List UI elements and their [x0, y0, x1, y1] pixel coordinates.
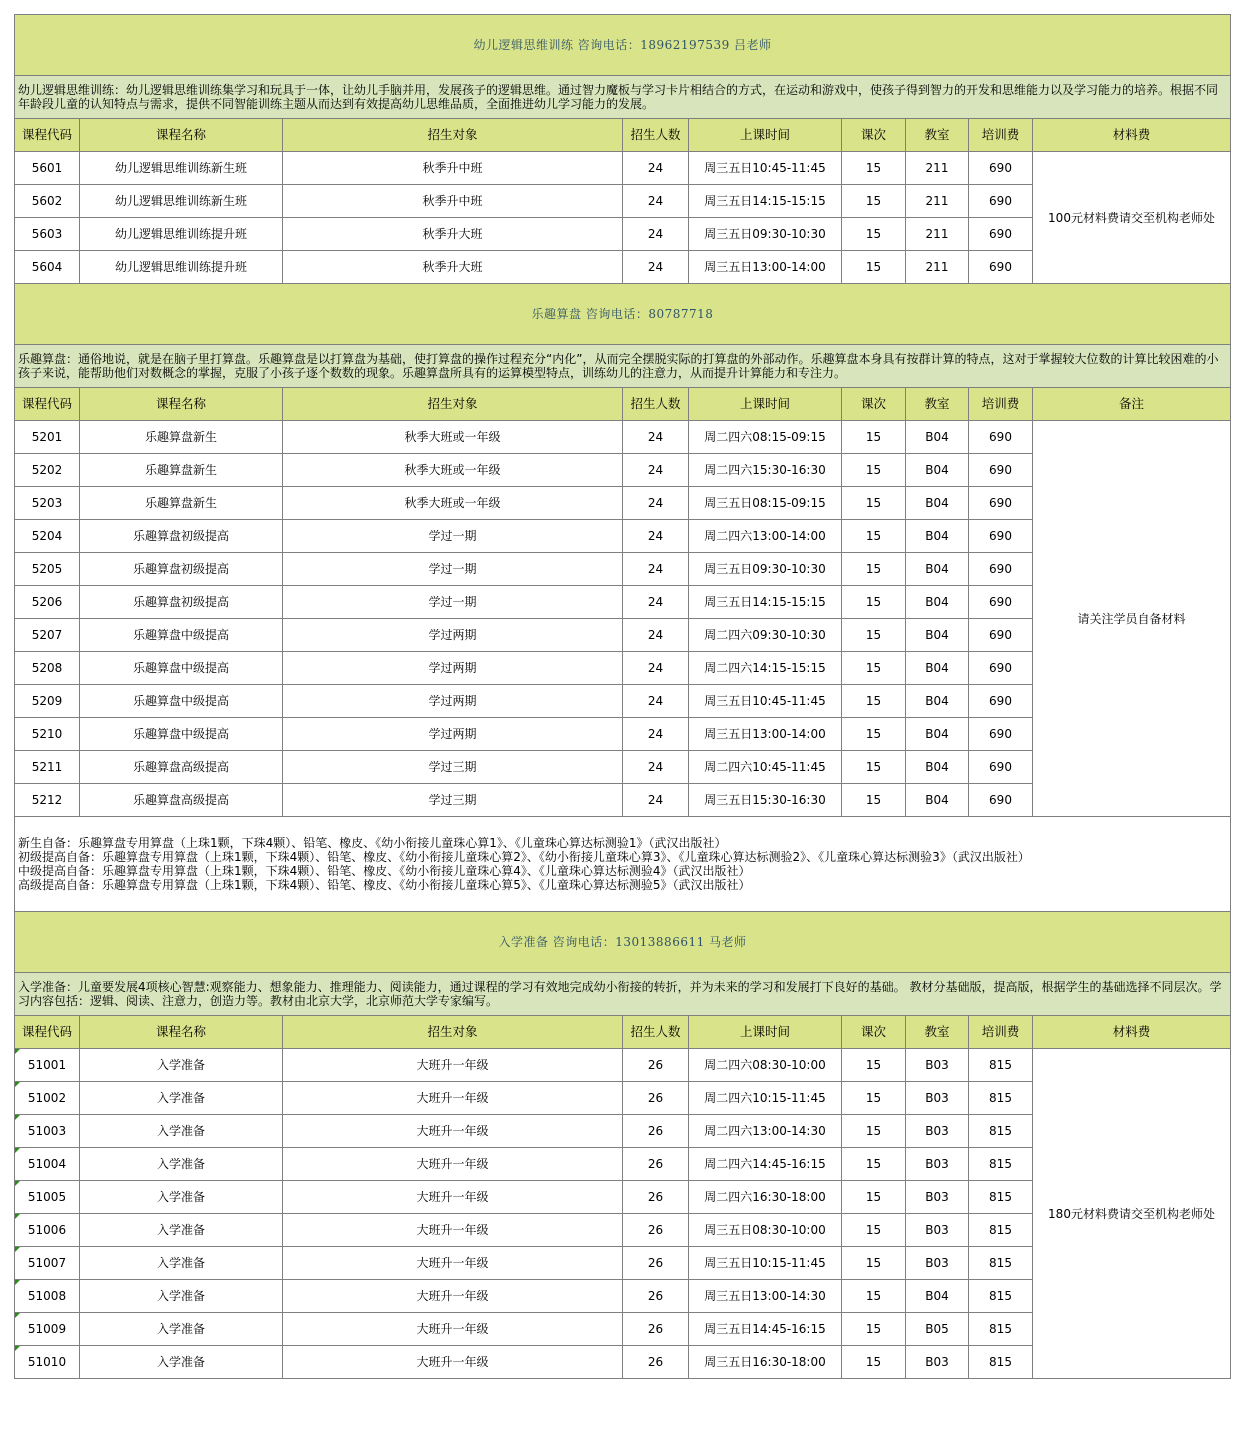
cell-remark[interactable]: 180元材料费请交至机构老师处 — [1033, 1049, 1231, 1379]
cell-capacity[interactable]: 24 — [623, 454, 689, 487]
cell-target[interactable]: 大班升一年级 — [283, 1082, 623, 1115]
cell-remark[interactable]: 请关注学员自备材料 — [1033, 421, 1231, 817]
cell-target[interactable]: 秋季大班或一年级 — [283, 454, 623, 487]
table-row — [15, 421, 1231, 454]
cell-room[interactable]: B04 — [906, 619, 969, 652]
materials-notes[interactable] — [15, 817, 1231, 912]
cell-room[interactable]: B04 — [906, 652, 969, 685]
cell-capacity[interactable]: 24 — [623, 553, 689, 586]
error-indicator-icon — [15, 1313, 20, 1318]
column-header[interactable]: 课程名称 — [80, 1016, 283, 1049]
cell-name[interactable]: 幼儿逻辑思维训练提升班 — [80, 218, 283, 251]
column-header[interactable]: 招生人数 — [623, 119, 689, 152]
cell-capacity[interactable]: 24 — [623, 586, 689, 619]
cell-fee[interactable]: 815 — [969, 1280, 1033, 1313]
cell-room[interactable]: B04 — [906, 718, 969, 751]
column-header[interactable]: 课程代码 — [15, 119, 80, 152]
cell-target[interactable]: 学过三期 — [283, 784, 623, 817]
cell-time[interactable]: 周三五日10:15-11:45 — [689, 1247, 842, 1280]
error-indicator-icon — [15, 1148, 20, 1153]
cell-capacity[interactable]: 26 — [623, 1247, 689, 1280]
cell-code[interactable]: 51003 — [15, 1115, 80, 1148]
cell-target[interactable]: 大班升一年级 — [283, 1346, 623, 1379]
cell-fee[interactable]: 815 — [969, 1082, 1033, 1115]
section-title[interactable]: 幼儿逻辑思维训练 咨询电话：18962197539 吕老师 — [15, 15, 1231, 76]
cell-fee[interactable]: 690 — [969, 520, 1033, 553]
cell-code[interactable]: 5212 — [15, 784, 80, 817]
cell-name[interactable]: 入学准备 — [80, 1346, 283, 1379]
column-header[interactable]: 课次 — [842, 388, 906, 421]
cell-room[interactable]: B04 — [906, 454, 969, 487]
cell-time[interactable]: 周三五日08:30-10:00 — [689, 1214, 842, 1247]
cell-capacity[interactable]: 26 — [623, 1082, 689, 1115]
cell-sessions[interactable]: 15 — [842, 784, 906, 817]
cell-sessions[interactable]: 15 — [842, 251, 906, 284]
cell-time[interactable]: 周三五日13:00-14:00 — [689, 718, 842, 751]
cell-name[interactable]: 乐趣算盘高级提高 — [80, 784, 283, 817]
cell-fee[interactable]: 815 — [969, 1049, 1033, 1082]
cell-name[interactable]: 入学准备 — [80, 1115, 283, 1148]
cell-capacity[interactable]: 24 — [623, 487, 689, 520]
cell-capacity[interactable]: 26 — [623, 1115, 689, 1148]
cell-room[interactable]: B04 — [906, 421, 969, 454]
cell-sessions[interactable]: 15 — [842, 1214, 906, 1247]
cell-code[interactable]: 51002 — [15, 1082, 80, 1115]
column-header[interactable]: 招生人数 — [623, 1016, 689, 1049]
cell-room[interactable]: B04 — [906, 586, 969, 619]
cell-target[interactable]: 大班升一年级 — [283, 1115, 623, 1148]
cell-fee[interactable]: 690 — [969, 751, 1033, 784]
cell-time[interactable]: 周二四六10:15-11:45 — [689, 1082, 842, 1115]
cell-fee[interactable]: 815 — [969, 1214, 1033, 1247]
cell-capacity[interactable]: 26 — [623, 1280, 689, 1313]
cell-name[interactable]: 乐趣算盘中级提高 — [80, 652, 283, 685]
cell-room[interactable]: B04 — [906, 685, 969, 718]
cell-room[interactable]: B03 — [906, 1082, 969, 1115]
cell-sessions[interactable]: 15 — [842, 1148, 906, 1181]
cell-target[interactable]: 秋季大班或一年级 — [283, 421, 623, 454]
cell-code[interactable]: 5206 — [15, 586, 80, 619]
cell-code[interactable]: 5209 — [15, 685, 80, 718]
cell-room[interactable]: 211 — [906, 152, 969, 185]
cell-target[interactable]: 大班升一年级 — [283, 1181, 623, 1214]
cell-capacity[interactable]: 24 — [623, 421, 689, 454]
cell-time[interactable]: 周二四六13:00-14:30 — [689, 1115, 842, 1148]
cell-sessions[interactable]: 15 — [842, 1247, 906, 1280]
cell-time[interactable]: 周二四六16:30-18:00 — [689, 1181, 842, 1214]
cell-capacity[interactable]: 26 — [623, 1049, 689, 1082]
cell-sessions[interactable]: 15 — [842, 652, 906, 685]
column-header[interactable]: 课程名称 — [80, 388, 283, 421]
cell-fee[interactable]: 815 — [969, 1115, 1033, 1148]
cell-room[interactable]: B04 — [906, 553, 969, 586]
cell-name[interactable]: 幼儿逻辑思维训练提升班 — [80, 251, 283, 284]
cell-name[interactable]: 入学准备 — [80, 1313, 283, 1346]
cell-room[interactable]: 211 — [906, 185, 969, 218]
cell-time[interactable]: 周三五日16:30-18:00 — [689, 1346, 842, 1379]
cell-target[interactable]: 学过一期 — [283, 586, 623, 619]
cell-target[interactable]: 学过两期 — [283, 619, 623, 652]
cell-time[interactable]: 周二四六14:45-16:15 — [689, 1148, 842, 1181]
cell-sessions[interactable]: 15 — [842, 1115, 906, 1148]
cell-code[interactable]: 5208 — [15, 652, 80, 685]
cell-fee[interactable]: 690 — [969, 718, 1033, 751]
cell-code[interactable]: 5204 — [15, 520, 80, 553]
cell-sessions[interactable]: 15 — [842, 454, 906, 487]
cell-sessions[interactable]: 15 — [842, 619, 906, 652]
cell-target[interactable]: 学过两期 — [283, 652, 623, 685]
column-header[interactable]: 上课时间 — [689, 1016, 842, 1049]
cell-code[interactable]: 5203 — [15, 487, 80, 520]
column-header[interactable]: 材料费 — [1033, 1016, 1231, 1049]
cell-code[interactable]: 5602 — [15, 185, 80, 218]
cell-name[interactable]: 入学准备 — [80, 1280, 283, 1313]
cell-sessions[interactable]: 15 — [842, 1346, 906, 1379]
cell-fee[interactable]: 690 — [969, 454, 1033, 487]
materials-note-line: 高级提高自备：乐趣算盘专用算盘（上珠1颗，下珠4颗）、铅笔、橡皮、《幼小衔接儿童珠心算5》、《儿童珠心算达标测验5》（武汉出版社） — [18, 878, 751, 892]
cell-fee[interactable]: 815 — [969, 1247, 1033, 1280]
cell-name[interactable]: 幼儿逻辑思维训练新生班 — [80, 152, 283, 185]
cell-name[interactable]: 入学准备 — [80, 1148, 283, 1181]
cell-name[interactable]: 乐趣算盘新生 — [80, 487, 283, 520]
cell-code[interactable]: 51004 — [15, 1148, 80, 1181]
section-intro[interactable]: 入学准备：儿童要发展4项核心智慧:观察能力、想象能力、推理能力、阅读能力，通过课程的学习有效地完成幼小衔接的转折，并为未来的学习和发展打下良好的基础。 教材分基础版，提高版，根据学生的基础选择不同层次。学习内容包括：逻辑、阅读、注意力，创造力等。教材由北京大学，北京师范大学专家编写。 — [15, 973, 1231, 1016]
column-header[interactable]: 课程代码 — [15, 388, 80, 421]
cell-code[interactable]: 51006 — [15, 1214, 80, 1247]
cell-time[interactable]: 周三五日15:30-16:30 — [689, 784, 842, 817]
cell-target[interactable]: 大班升一年级 — [283, 1313, 623, 1346]
cell-code[interactable]: 5207 — [15, 619, 80, 652]
cell-target[interactable]: 秋季升大班 — [283, 218, 623, 251]
cell-capacity[interactable]: 24 — [623, 784, 689, 817]
cell-fee[interactable]: 690 — [969, 152, 1033, 185]
error-indicator-icon — [15, 1082, 20, 1087]
cell-capacity[interactable]: 24 — [623, 251, 689, 284]
cell-room[interactable]: B03 — [906, 1214, 969, 1247]
cell-sessions[interactable]: 15 — [842, 520, 906, 553]
cell-capacity[interactable]: 24 — [623, 685, 689, 718]
cell-target[interactable]: 秋季升中班 — [283, 152, 623, 185]
cell-name[interactable]: 入学准备 — [80, 1214, 283, 1247]
cell-name[interactable]: 乐趣算盘中级提高 — [80, 619, 283, 652]
cell-name[interactable]: 乐趣算盘初级提高 — [80, 520, 283, 553]
cell-fee[interactable]: 690 — [969, 784, 1033, 817]
cell-name[interactable]: 入学准备 — [80, 1082, 283, 1115]
cell-sessions[interactable]: 15 — [842, 553, 906, 586]
cell-fee[interactable]: 690 — [969, 685, 1033, 718]
cell-time[interactable]: 周三五日09:30-10:30 — [689, 553, 842, 586]
cell-code[interactable]: 5603 — [15, 218, 80, 251]
cell-fee[interactable]: 690 — [969, 421, 1033, 454]
error-indicator-icon — [15, 1346, 20, 1351]
cell-time[interactable]: 周三五日10:45-11:45 — [689, 685, 842, 718]
materials-note-line: 中级提高自备：乐趣算盘专用算盘（上珠1颗，下珠4颗）、铅笔、橡皮、《幼小衔接儿童珠心算4》、《儿童珠心算达标测验4》（武汉出版社） — [18, 864, 751, 878]
column-header[interactable]: 培训费 — [969, 1016, 1033, 1049]
cell-name[interactable]: 乐趣算盘高级提高 — [80, 751, 283, 784]
cell-time[interactable]: 周三五日13:00-14:30 — [689, 1280, 842, 1313]
cell-fee[interactable]: 815 — [969, 1346, 1033, 1379]
cell-name[interactable]: 入学准备 — [80, 1181, 283, 1214]
column-header[interactable]: 备注 — [1033, 388, 1231, 421]
cell-room[interactable]: 211 — [906, 218, 969, 251]
cell-target[interactable]: 秋季大班或一年级 — [283, 487, 623, 520]
cell-name[interactable]: 乐趣算盘中级提高 — [80, 685, 283, 718]
cell-target[interactable]: 大班升一年级 — [283, 1280, 623, 1313]
cell-target[interactable]: 大班升一年级 — [283, 1049, 623, 1082]
cell-time[interactable]: 周三五日14:15-15:15 — [689, 185, 842, 218]
cell-room[interactable]: B03 — [906, 1346, 969, 1379]
error-indicator-icon — [15, 1115, 20, 1120]
cell-time[interactable]: 周三五日13:00-14:00 — [689, 251, 842, 284]
cell-capacity[interactable]: 24 — [623, 751, 689, 784]
cell-capacity[interactable]: 26 — [623, 1214, 689, 1247]
section-intro[interactable]: 幼儿逻辑思维训练：幼儿逻辑思维训练集学习和玩具于一体，让幼儿手脑并用，发展孩子的逻辑思维。通过智力魔板与学习卡片相结合的方式，在运动和游戏中，使孩子得到智力的开发和思维能力以及学习能力的培养。根据不同年龄段儿童的认知特点与需求，提供不同智能训练主题从而达到有效提高幼儿思维品质，全面推进幼儿学习能力的发展。 — [15, 76, 1231, 119]
cell-name[interactable]: 乐趣算盘初级提高 — [80, 553, 283, 586]
cell-sessions[interactable]: 15 — [842, 751, 906, 784]
cell-sessions[interactable]: 15 — [842, 685, 906, 718]
cell-target[interactable]: 大班升一年级 — [283, 1247, 623, 1280]
cell-capacity[interactable]: 26 — [623, 1181, 689, 1214]
cell-target[interactable]: 学过两期 — [283, 685, 623, 718]
cell-name[interactable]: 入学准备 — [80, 1247, 283, 1280]
cell-sessions[interactable]: 15 — [842, 185, 906, 218]
column-header[interactable]: 课程代码 — [15, 1016, 80, 1049]
section-title[interactable]: 入学准备 咨询电话：13013886611 马老师 — [15, 912, 1231, 973]
cell-sessions[interactable]: 15 — [842, 421, 906, 454]
cell-name[interactable]: 幼儿逻辑思维训练新生班 — [80, 185, 283, 218]
cell-room[interactable]: B05 — [906, 1313, 969, 1346]
cell-capacity[interactable]: 26 — [623, 1346, 689, 1379]
column-header[interactable]: 上课时间 — [689, 119, 842, 152]
cell-capacity[interactable]: 26 — [623, 1313, 689, 1346]
column-header[interactable]: 招生对象 — [283, 1016, 623, 1049]
cell-capacity[interactable]: 24 — [623, 185, 689, 218]
cell-sessions[interactable]: 15 — [842, 586, 906, 619]
cell-fee[interactable]: 815 — [969, 1313, 1033, 1346]
cell-capacity[interactable]: 24 — [623, 152, 689, 185]
cell-capacity[interactable]: 24 — [623, 652, 689, 685]
error-indicator-icon — [15, 1214, 20, 1219]
cell-room[interactable]: B04 — [906, 784, 969, 817]
cell-name[interactable]: 乐趣算盘中级提高 — [80, 718, 283, 751]
cell-sessions[interactable]: 15 — [842, 1049, 906, 1082]
column-header[interactable]: 培训费 — [969, 388, 1033, 421]
cell-capacity[interactable]: 26 — [623, 1148, 689, 1181]
error-indicator-icon — [15, 1280, 20, 1285]
cell-time[interactable]: 周三五日10:45-11:45 — [689, 152, 842, 185]
cell-room[interactable]: B03 — [906, 1049, 969, 1082]
column-header[interactable]: 招生人数 — [623, 388, 689, 421]
error-indicator-icon — [15, 1049, 20, 1054]
cell-code[interactable]: 51008 — [15, 1280, 80, 1313]
cell-room[interactable]: B04 — [906, 520, 969, 553]
cell-name[interactable]: 入学准备 — [80, 1049, 283, 1082]
column-header[interactable]: 教室 — [906, 388, 969, 421]
cell-sessions[interactable]: 15 — [842, 152, 906, 185]
cell-fee[interactable]: 690 — [969, 218, 1033, 251]
cell-fee[interactable]: 690 — [969, 619, 1033, 652]
cell-target[interactable]: 秋季升大班 — [283, 251, 623, 284]
materials-note-line: 新生自备：乐趣算盘专用算盘（上珠1颗，下珠4颗）、铅笔、橡皮、《幼小衔接儿童珠心算1》、《儿童珠心算达标测验1》（武汉出版社） — [18, 836, 727, 850]
cell-fee[interactable]: 690 — [969, 185, 1033, 218]
cell-name[interactable]: 乐趣算盘初级提高 — [80, 586, 283, 619]
cell-room[interactable]: B04 — [906, 487, 969, 520]
cell-time[interactable]: 周三五日09:30-10:30 — [689, 218, 842, 251]
cell-sessions[interactable]: 15 — [842, 1313, 906, 1346]
cell-sessions[interactable]: 15 — [842, 218, 906, 251]
cell-time[interactable]: 周二四六09:30-10:30 — [689, 619, 842, 652]
column-header[interactable]: 上课时间 — [689, 388, 842, 421]
cell-code[interactable]: 5210 — [15, 718, 80, 751]
cell-code[interactable]: 51007 — [15, 1247, 80, 1280]
cell-target[interactable]: 学过三期 — [283, 751, 623, 784]
cell-time[interactable]: 周三五日08:15-09:15 — [689, 487, 842, 520]
cell-room[interactable]: B03 — [906, 1247, 969, 1280]
cell-time[interactable]: 周三五日14:45-16:15 — [689, 1313, 842, 1346]
cell-sessions[interactable]: 15 — [842, 487, 906, 520]
cell-capacity[interactable]: 24 — [623, 619, 689, 652]
cell-code[interactable]: 5211 — [15, 751, 80, 784]
cell-time[interactable]: 周二四六08:15-09:15 — [689, 421, 842, 454]
course-table — [14, 14, 1231, 1379]
cell-target[interactable]: 大班升一年级 — [283, 1214, 623, 1247]
cell-room[interactable]: 211 — [906, 251, 969, 284]
cell-code[interactable]: 51009 — [15, 1313, 80, 1346]
cell-code[interactable]: 5205 — [15, 553, 80, 586]
cell-target[interactable]: 大班升一年级 — [283, 1148, 623, 1181]
cell-room[interactable]: B03 — [906, 1115, 969, 1148]
cell-code[interactable]: 51001 — [15, 1049, 80, 1082]
cell-time[interactable]: 周二四六15:30-16:30 — [689, 454, 842, 487]
cell-time[interactable]: 周二四六14:15-15:15 — [689, 652, 842, 685]
cell-capacity[interactable]: 24 — [623, 218, 689, 251]
cell-code[interactable]: 5202 — [15, 454, 80, 487]
cell-name[interactable]: 乐趣算盘新生 — [80, 454, 283, 487]
section-intro[interactable]: 乐趣算盘：通俗地说，就是在脑子里打算盘。乐趣算盘是以打算盘为基础，使打算盘的操作过程充分“内化”，从而完全摆脱实际的打算盘的外部动作。乐趣算盘本身具有按群计算的特点，这对于掌握较大位数的计算比较困难的小孩子来说，能帮助他们对数概念的掌握，克服了小孩子逐个数数的现象。乐趣算盘所具有的运算模型特点，训练幼儿的注意力，从而提升计算能力和专注力。 — [15, 345, 1231, 388]
cell-fee[interactable]: 690 — [969, 251, 1033, 284]
cell-sessions[interactable]: 15 — [842, 718, 906, 751]
cell-sessions[interactable]: 15 — [842, 1181, 906, 1214]
cell-fee[interactable]: 690 — [969, 553, 1033, 586]
spreadsheet — [14, 14, 1230, 1379]
cell-fee[interactable]: 815 — [969, 1181, 1033, 1214]
column-header[interactable]: 招生对象 — [283, 388, 623, 421]
cell-time[interactable]: 周二四六13:00-14:00 — [689, 520, 842, 553]
table-row — [15, 152, 1231, 185]
cell-target[interactable]: 学过一期 — [283, 520, 623, 553]
column-header[interactable]: 课程名称 — [80, 119, 283, 152]
cell-room[interactable]: B04 — [906, 751, 969, 784]
cell-target[interactable]: 学过两期 — [283, 718, 623, 751]
cell-capacity[interactable]: 24 — [623, 718, 689, 751]
cell-fee[interactable]: 690 — [969, 586, 1033, 619]
column-header[interactable]: 教室 — [906, 1016, 969, 1049]
column-header[interactable]: 教室 — [906, 119, 969, 152]
cell-code[interactable]: 5601 — [15, 152, 80, 185]
cell-time[interactable]: 周二四六10:45-11:45 — [689, 751, 842, 784]
cell-fee[interactable]: 815 — [969, 1148, 1033, 1181]
cell-sessions[interactable]: 15 — [842, 1280, 906, 1313]
cell-room[interactable]: B04 — [906, 1280, 969, 1313]
error-indicator-icon — [15, 1181, 20, 1186]
cell-remark[interactable]: 100元材料费请交至机构老师处 — [1033, 152, 1231, 284]
section-title[interactable]: 乐趣算盘 咨询电话：80787718 — [15, 284, 1231, 345]
cell-room[interactable]: B03 — [906, 1148, 969, 1181]
cell-time[interactable]: 周三五日14:15-15:15 — [689, 586, 842, 619]
cell-sessions[interactable]: 15 — [842, 1082, 906, 1115]
cell-fee[interactable]: 690 — [969, 652, 1033, 685]
materials-note-line: 初级提高自备：乐趣算盘专用算盘（上珠1颗，下珠4颗）、铅笔、橡皮、《幼小衔接儿童珠心算2》、《幼小衔接儿童珠心算3》、《儿童珠心算达标测验2》、《儿童珠心算达标测验3》（武汉出版社） — [18, 850, 1030, 864]
column-header[interactable]: 材料费 — [1033, 119, 1231, 152]
cell-code[interactable]: 5201 — [15, 421, 80, 454]
cell-target[interactable]: 学过一期 — [283, 553, 623, 586]
cell-fee[interactable]: 690 — [969, 487, 1033, 520]
column-header[interactable]: 招生对象 — [283, 119, 623, 152]
column-header[interactable]: 课次 — [842, 119, 906, 152]
cell-target[interactable]: 秋季升中班 — [283, 185, 623, 218]
column-header[interactable]: 培训费 — [969, 119, 1033, 152]
cell-capacity[interactable]: 24 — [623, 520, 689, 553]
cell-code[interactable]: 51010 — [15, 1346, 80, 1379]
cell-name[interactable]: 乐趣算盘新生 — [80, 421, 283, 454]
error-indicator-icon — [15, 1247, 20, 1252]
cell-code[interactable]: 5604 — [15, 251, 80, 284]
table-row — [15, 1049, 1231, 1082]
cell-room[interactable]: B03 — [906, 1181, 969, 1214]
cell-time[interactable]: 周二四六08:30-10:00 — [689, 1049, 842, 1082]
cell-code[interactable]: 51005 — [15, 1181, 80, 1214]
column-header[interactable]: 课次 — [842, 1016, 906, 1049]
